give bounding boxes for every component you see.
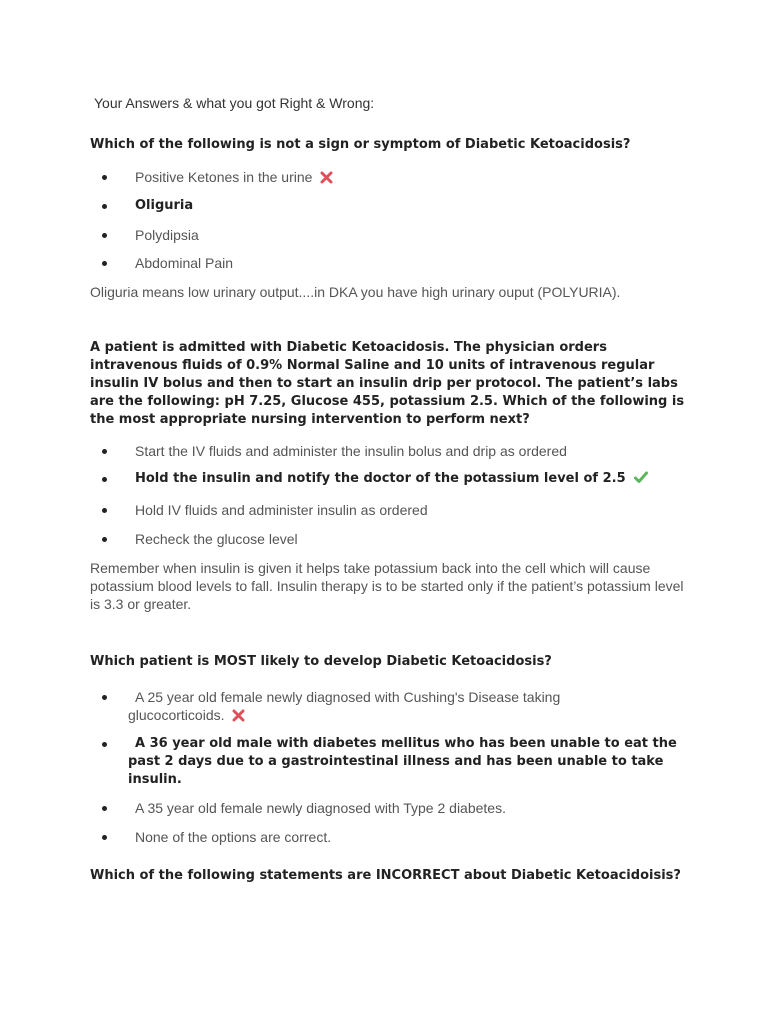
- bullet-icon: [102, 835, 107, 840]
- bullet-icon: [102, 477, 107, 482]
- option-label: Recheck the glucose level: [135, 531, 298, 547]
- document-page: [90, 94, 690, 885]
- cross-icon: [232, 708, 245, 726]
- option-label: Oliguria: [135, 198, 194, 213]
- bullet-icon: [102, 261, 107, 266]
- bullet-icon: [102, 537, 107, 542]
- intro-text: Your Answers & what you got Right & Wrong:: [94, 95, 375, 111]
- option-label: Hold IV fluids and administer insulin as ordered: [135, 502, 428, 518]
- option-recheck-glucose: [90, 530, 690, 548]
- bullet-icon: [102, 233, 107, 238]
- option-label: A 25 year old female newly diagnosed with Cushing's Disease taking glucocorticoids.: [128, 689, 561, 723]
- option-label: Polydipsia: [135, 227, 199, 243]
- option-label: None of the options are correct.: [135, 829, 332, 845]
- bullet-icon: [102, 695, 107, 700]
- bullet-icon: [102, 806, 107, 811]
- option-abdominal-pain: [90, 254, 690, 272]
- option-label: Abdominal Pain: [135, 255, 234, 271]
- option-cushings-patient: [90, 688, 650, 726]
- option-label: A 36 year old male with diabetes mellitus who has been unable to eat the past 2 days due to a gastrointestinal illness and has been unable to take insulin.: [128, 736, 677, 787]
- question-1-explanation: Oliguria means low urinary output....in DKA you have high urinary ouput (POLYURIA).: [90, 284, 621, 300]
- option-label: Start the IV fluids and administer the insulin bolus and drip as ordered: [135, 443, 567, 459]
- cross-icon: [320, 170, 333, 188]
- option-type2-patient: [90, 799, 690, 817]
- bullet-icon: [102, 508, 107, 513]
- bullet-icon: [102, 175, 107, 180]
- question-2-options: [90, 442, 690, 548]
- question-1-options: [90, 168, 690, 272]
- question-3-text: Which patient is MOST likely to develop Diabetic Ketoacidosis?: [90, 654, 552, 669]
- bullet-icon: [102, 204, 107, 209]
- question-1-text: Which of the following is not a sign or symptom of Diabetic Ketoacidosis?: [90, 137, 631, 152]
- option-start-iv-fluids: [90, 442, 690, 460]
- option-label: A 35 year old female newly diagnosed with Type 2 diabetes.: [135, 800, 506, 816]
- check-icon: [634, 471, 648, 490]
- question-4-text: Which of the following statements are INCORRECT about Diabetic Ketoacidoisis?: [90, 868, 681, 883]
- bullet-icon: [102, 449, 107, 454]
- option-none-correct: [90, 828, 690, 846]
- option-label: Positive Ketones in the urine: [135, 169, 313, 185]
- question-2-explanation: Remember when insulin is given it helps take potassium back into the cell which will cause potassium blood levels to fall. Insulin therapy is to be started only if the patient’s potassium level is 3.3 or greater.: [90, 560, 684, 612]
- option-hold-insulin: [90, 470, 690, 490]
- option-hold-iv-fluids: [90, 501, 690, 519]
- option-polydipsia: [90, 226, 690, 244]
- option-oliguria: [90, 197, 690, 215]
- option-dm-male-patient: [90, 735, 690, 789]
- option-positive-ketones: [90, 168, 690, 186]
- bullet-icon: [102, 742, 107, 747]
- question-2-text: A patient is admitted with Diabetic Ketoacidosis. The physician orders intravenous fluids of 0.9% Normal Saline and 10 units of intravenous regular insulin IV bolus and then to start an insulin drip per protocol. The patient’s labs are the following: pH 7.25, Glucose 455, potassium 2.5. Which of the following is the most appropriate nursing intervention to perform next?: [90, 340, 685, 427]
- question-3-options: [90, 688, 690, 846]
- option-label: Hold the insulin and notify the doctor of the potassium level of 2.5: [135, 471, 626, 486]
